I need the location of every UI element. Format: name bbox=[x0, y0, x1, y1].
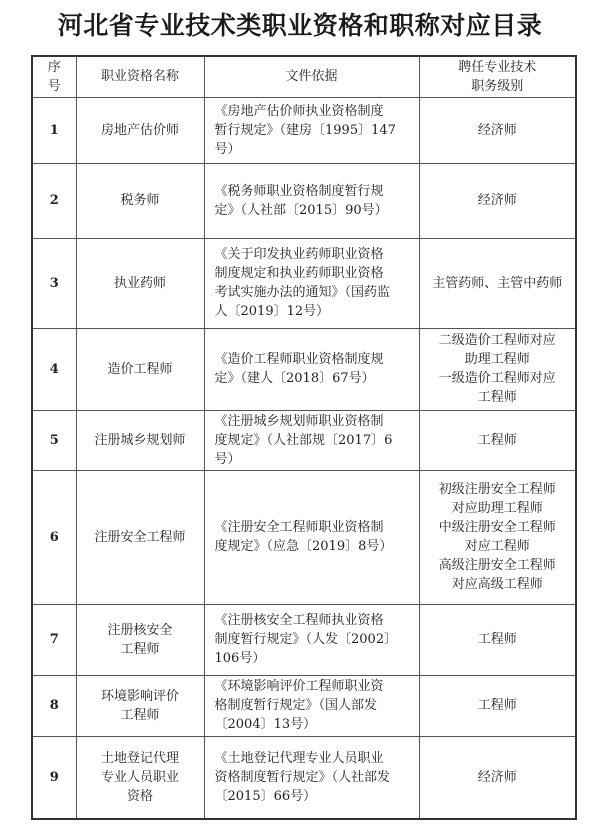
position-level-line: 工程师 bbox=[477, 698, 517, 713]
table-header-row bbox=[32, 56, 576, 97]
qualification-name-line: 注册安全工程师 bbox=[94, 529, 186, 545]
position-level-line: 主管药师、主管中药师 bbox=[432, 275, 563, 291]
row-index: 3 bbox=[32, 238, 76, 328]
table-row bbox=[32, 604, 576, 675]
row-index: 7 bbox=[32, 604, 76, 675]
qualification-name-line: 工程师 bbox=[120, 641, 160, 657]
table-row bbox=[32, 470, 576, 604]
document-basis bbox=[204, 97, 419, 163]
row-index: 9 bbox=[32, 736, 76, 819]
document-basis bbox=[204, 328, 419, 410]
position-level bbox=[419, 328, 576, 410]
table-row bbox=[32, 238, 576, 328]
qualification-name-line: 执业药师 bbox=[113, 275, 166, 291]
position-level-line: 经济师 bbox=[477, 193, 517, 208]
position-level bbox=[419, 410, 576, 470]
document-basis-line: 《环境影响评价工程师职业资 bbox=[214, 679, 384, 694]
position-level bbox=[419, 736, 576, 819]
qualification-name-line: 资格 bbox=[126, 788, 153, 804]
qualification-name bbox=[76, 163, 204, 238]
qualification-name bbox=[76, 238, 204, 328]
position-level-line: 对应助理工程师 bbox=[451, 501, 543, 516]
qualification-name-line: 注册核安全 bbox=[107, 622, 173, 638]
document-basis-line: 《税务师职业资格制度暂行规 bbox=[214, 183, 384, 199]
document-basis bbox=[204, 410, 419, 470]
document-basis bbox=[204, 470, 419, 604]
table-row bbox=[32, 97, 576, 163]
row-index: 8 bbox=[32, 675, 76, 736]
qualification-name bbox=[76, 410, 204, 470]
header-index: 序 号 bbox=[32, 56, 76, 97]
row-index: 2 bbox=[32, 163, 76, 238]
header-document-basis: 文件依据 bbox=[204, 56, 419, 97]
qualification-name-line: 环境影响评价 bbox=[100, 688, 179, 704]
header-qualification-name: 职业资格名称 bbox=[76, 56, 204, 97]
document-basis-line: 定》（建人〔2018〕67号） bbox=[214, 371, 375, 386]
position-level-line: 初级注册安全工程师 bbox=[438, 482, 556, 497]
document-basis-line: 《注册城乡规划师职业资格制 bbox=[214, 413, 384, 429]
document-basis-line: 考试实施办法的通知》（国药监 bbox=[214, 285, 391, 300]
qualification-name-line: 造价工程师 bbox=[107, 361, 173, 377]
qualification-name-line: 工程师 bbox=[120, 707, 160, 723]
document-basis-line: 号） bbox=[214, 451, 241, 467]
position-level-line: 经济师 bbox=[477, 122, 517, 138]
header-position-level: 聘任专业技术 职务级别 bbox=[419, 56, 576, 97]
position-level-line: 工程师 bbox=[477, 432, 517, 448]
document-basis-line: 定》（人社部〔2015〕90号） bbox=[214, 202, 388, 218]
position-level-line: 助理工程师 bbox=[464, 352, 530, 367]
document-basis-line: 度规定》（人社部规〔2017〕6 bbox=[214, 432, 393, 448]
page-title: 河北省专业技术类职业资格和职称对应目录 bbox=[57, 11, 543, 40]
position-level-line: 工程师 bbox=[477, 632, 517, 647]
qualification-name bbox=[76, 97, 204, 163]
qualification-name-line: 土地登记代理 bbox=[100, 750, 179, 766]
position-level-line: 对应高级工程师 bbox=[451, 577, 543, 592]
document-basis-line: 度规定》（应急〔2019〕8号） bbox=[214, 539, 393, 554]
document-basis bbox=[204, 163, 419, 238]
qualification-name bbox=[76, 470, 204, 604]
document-basis-line: 〔2015〕66号） bbox=[214, 788, 317, 804]
position-level bbox=[419, 238, 576, 328]
qualification-name bbox=[76, 328, 204, 410]
document-basis-line: 号） bbox=[214, 141, 241, 157]
qualification-name-line: 房地产估价师 bbox=[100, 122, 179, 138]
qualification-name bbox=[76, 675, 204, 736]
document-basis-line: 格制度暂行规定》（国人部发 bbox=[214, 698, 378, 713]
document-basis bbox=[204, 604, 419, 675]
position-level bbox=[419, 604, 576, 675]
row-index: 6 bbox=[32, 470, 76, 604]
document-basis bbox=[204, 675, 419, 736]
position-level-line: 对应工程师 bbox=[464, 539, 530, 554]
position-level-line: 高级注册安全工程师 bbox=[438, 558, 556, 573]
document-basis-line: 《房地产估价师执业资格制度 bbox=[214, 103, 384, 119]
row-index: 1 bbox=[32, 97, 76, 163]
qualification-name-line: 税务师 bbox=[120, 193, 160, 208]
document-basis-line: 《关于印发执业药师职业资格 bbox=[214, 247, 384, 262]
document-basis-line: 《注册安全工程师职业资格制 bbox=[214, 520, 384, 535]
position-level bbox=[419, 163, 576, 238]
qualification-name bbox=[76, 604, 204, 675]
position-level-line: 二级造价工程师对应 bbox=[438, 333, 556, 348]
table-row bbox=[32, 736, 576, 819]
position-level bbox=[419, 470, 576, 604]
document-basis-line: 资格制度暂行规定》（人社部发 bbox=[214, 769, 391, 785]
table-row bbox=[32, 328, 576, 410]
qualification-title-table bbox=[31, 55, 577, 820]
document-basis-line: 制度暂行规定》（人发〔2002〕 bbox=[214, 632, 398, 647]
document-basis-line: 《造价工程师职业资格制度规 bbox=[214, 352, 384, 367]
table-row bbox=[32, 410, 576, 470]
qualification-name-line: 注册城乡规划师 bbox=[94, 432, 186, 448]
position-level bbox=[419, 97, 576, 163]
position-level-line: 中级注册安全工程师 bbox=[438, 520, 556, 535]
document-basis-line: 106号） bbox=[214, 651, 266, 666]
document-basis-line: 《土地登记代理专业人员职业 bbox=[214, 750, 384, 766]
document-basis-line: 人〔2019〕12号） bbox=[214, 304, 330, 319]
document-basis-line: 《注册核安全工程师执业资格 bbox=[214, 613, 384, 628]
document-basis-line: 暂行规定》（建房〔1995〕147 bbox=[214, 122, 396, 138]
position-level bbox=[419, 675, 576, 736]
row-index: 4 bbox=[32, 328, 76, 410]
qualification-name-line: 专业人员职业 bbox=[100, 769, 179, 785]
table-row bbox=[32, 675, 576, 736]
document-basis bbox=[204, 736, 419, 819]
qualification-name bbox=[76, 736, 204, 819]
document-basis bbox=[204, 238, 419, 328]
row-index: 5 bbox=[32, 410, 76, 470]
position-level-line: 工程师 bbox=[477, 390, 517, 405]
document-basis-line: 制度规定和执业药师职业资格 bbox=[214, 266, 384, 281]
document-basis-line: 〔2004〕13号） bbox=[214, 717, 317, 732]
position-level-line: 一级造价工程师对应 bbox=[438, 371, 556, 386]
position-level-line: 经济师 bbox=[477, 769, 517, 785]
table-row bbox=[32, 163, 576, 238]
